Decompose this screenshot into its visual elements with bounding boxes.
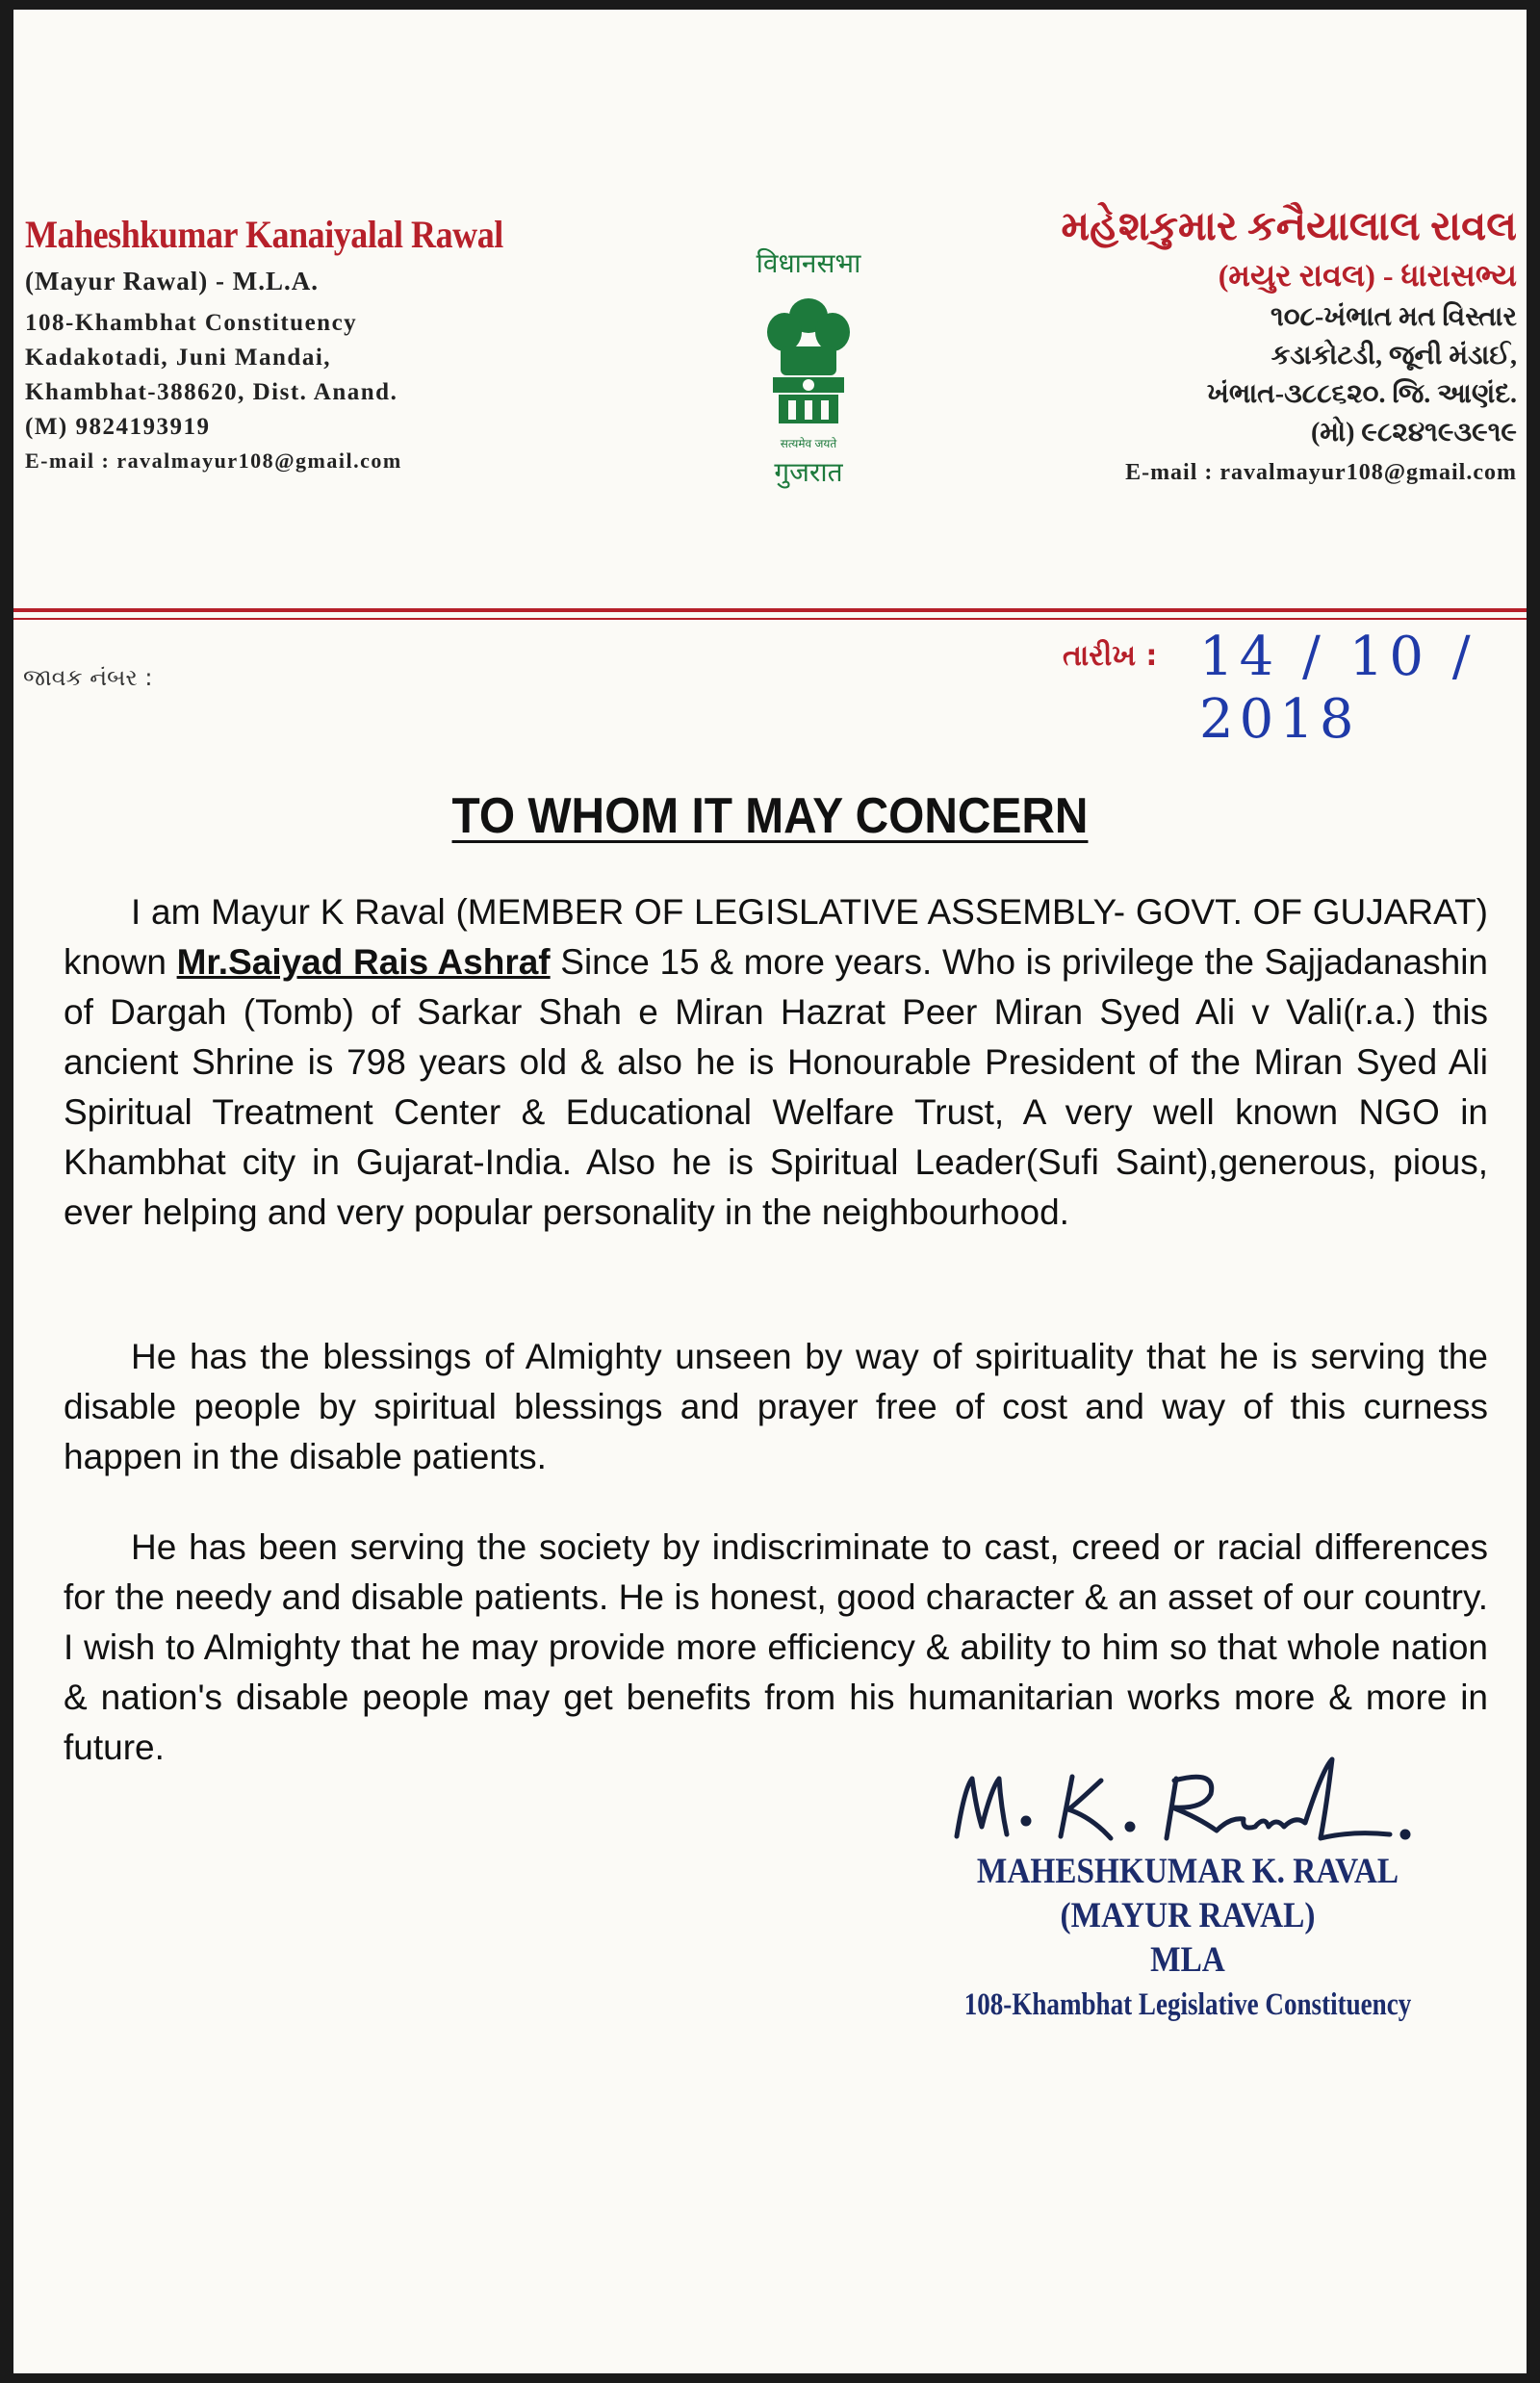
sender-email: E-mail : ravalmayur108@gmail.com	[25, 448, 402, 473]
lion-capital-icon	[756, 289, 861, 433]
letterhead-divider-thin	[13, 618, 1527, 620]
handwritten-signature	[937, 1750, 1438, 1856]
paragraph-1	[64, 887, 1488, 1238]
signatory-title: MLA	[1150, 1940, 1225, 1980]
paragraph-1-intro: I am Mayur K Raval (MEMBER OF LEGISLATIVE ASSEMBLY- GOVT. OF GUJARAT) known	[64, 892, 1488, 982]
letter-heading: TO WHOM IT MAY CONCERN	[451, 788, 1089, 844]
recipient-name: Mr.Saiyad Rais Ashraf	[176, 942, 551, 982]
sender-address-2-gujarati: ખંભાત-૩૮૮૬૨૦. જિ. આણંદ.	[1206, 379, 1517, 409]
date-label: તારીખ :	[1063, 639, 1158, 673]
sender-address-2: Khambhat-388620, Dist. Anand.	[25, 379, 398, 405]
sender-constituency: 108-Khambhat Constituency	[25, 310, 358, 336]
emblem-top-text: विधानसभा	[756, 247, 861, 279]
state-emblem	[722, 244, 895, 490]
emblem-bottom-text: गुजरात	[774, 456, 843, 488]
sender-name-gujarati: મહેશકુમાર કનૈયાલાલ રાવલ	[1061, 205, 1517, 249]
paragraph-3: He has been serving the society by indiscriminate to cast, creed or racial differences for the needy and disable patients. He is honest, good character & an asset of our country. I wish to Almighty that he may provide more efficiency & ability to him so that whole nation & nation's disable people may get benefits from his humanitarian works more & more in future.	[64, 1527, 1488, 1767]
signatory-name: MAHESHKUMAR K. RAVAL	[976, 1852, 1399, 1891]
sender-address-1: Kadakotadi, Juni Mandai,	[25, 345, 332, 371]
sender-name: Maheshkumar Kanaiyalal Rawal	[25, 213, 503, 256]
sender-mobile-gujarati: (મો) ૯૮૨૪૧૯૩૯૧૯	[1310, 418, 1517, 448]
letterhead-divider	[13, 608, 1527, 612]
paragraph-2: He has the blessings of Almighty unseen by way of spirituality that he is serving the disable people by spiritual blessings and prayer free of cost and way of this curness happen in the disable patients.	[64, 1337, 1488, 1476]
letterhead-left	[25, 212, 641, 474]
sender-email-right: E-mail : ravalmayur108@gmail.com	[1125, 460, 1517, 485]
signatory-constituency: 108-Khambhat Legislative Constituency	[963, 1987, 1412, 2022]
signature-stamp	[880, 1850, 1496, 2027]
paragraph-1-body: Since 15 & more years. Who is privilege the Sajjadanashin of Dargah (Tomb) of Sarkar Shah e Miran Hazrat Peer Miran Syed Ali v Vali(r.a.) this ancient Shrine is 798 years old & also he is Honourable President of the Miran Syed Ali Spiritual Treatment Center & Educational Welfare Trust, A very well known NGO in Khambhat city in Gujarat-India. Also he is Spiritual Leader(Sufi Saint),generous, pious, ever helping and very popular personality in the neighbourhood.	[64, 942, 1489, 1232]
letterhead-right	[901, 204, 1517, 486]
sender-address-1-gujarati: કડાકોટડી, જૂની મંડાઈ,	[1270, 341, 1517, 371]
sender-constituency-gujarati: ૧૦૮-ખંભાત મત વિસ્તાર	[1270, 302, 1517, 332]
letter-sheet	[13, 10, 1527, 2373]
signatory-alias: (MAYUR RAVAL)	[1060, 1896, 1316, 1935]
date-value: 14 / 10 / 2018	[1199, 626, 1476, 751]
emblem-motto: सत्यमेव जयते	[780, 437, 837, 450]
sender-subtitle-gujarati: (મયુર રાવલ) - ધારાસભ્ય	[1218, 258, 1517, 293]
sender-mobile: (M) 9824193919	[25, 414, 211, 440]
reference-number-label: જાવક નંબર :	[23, 664, 153, 691]
sender-subtitle: (Mayur Rawal) - M.L.A.	[25, 267, 319, 295]
